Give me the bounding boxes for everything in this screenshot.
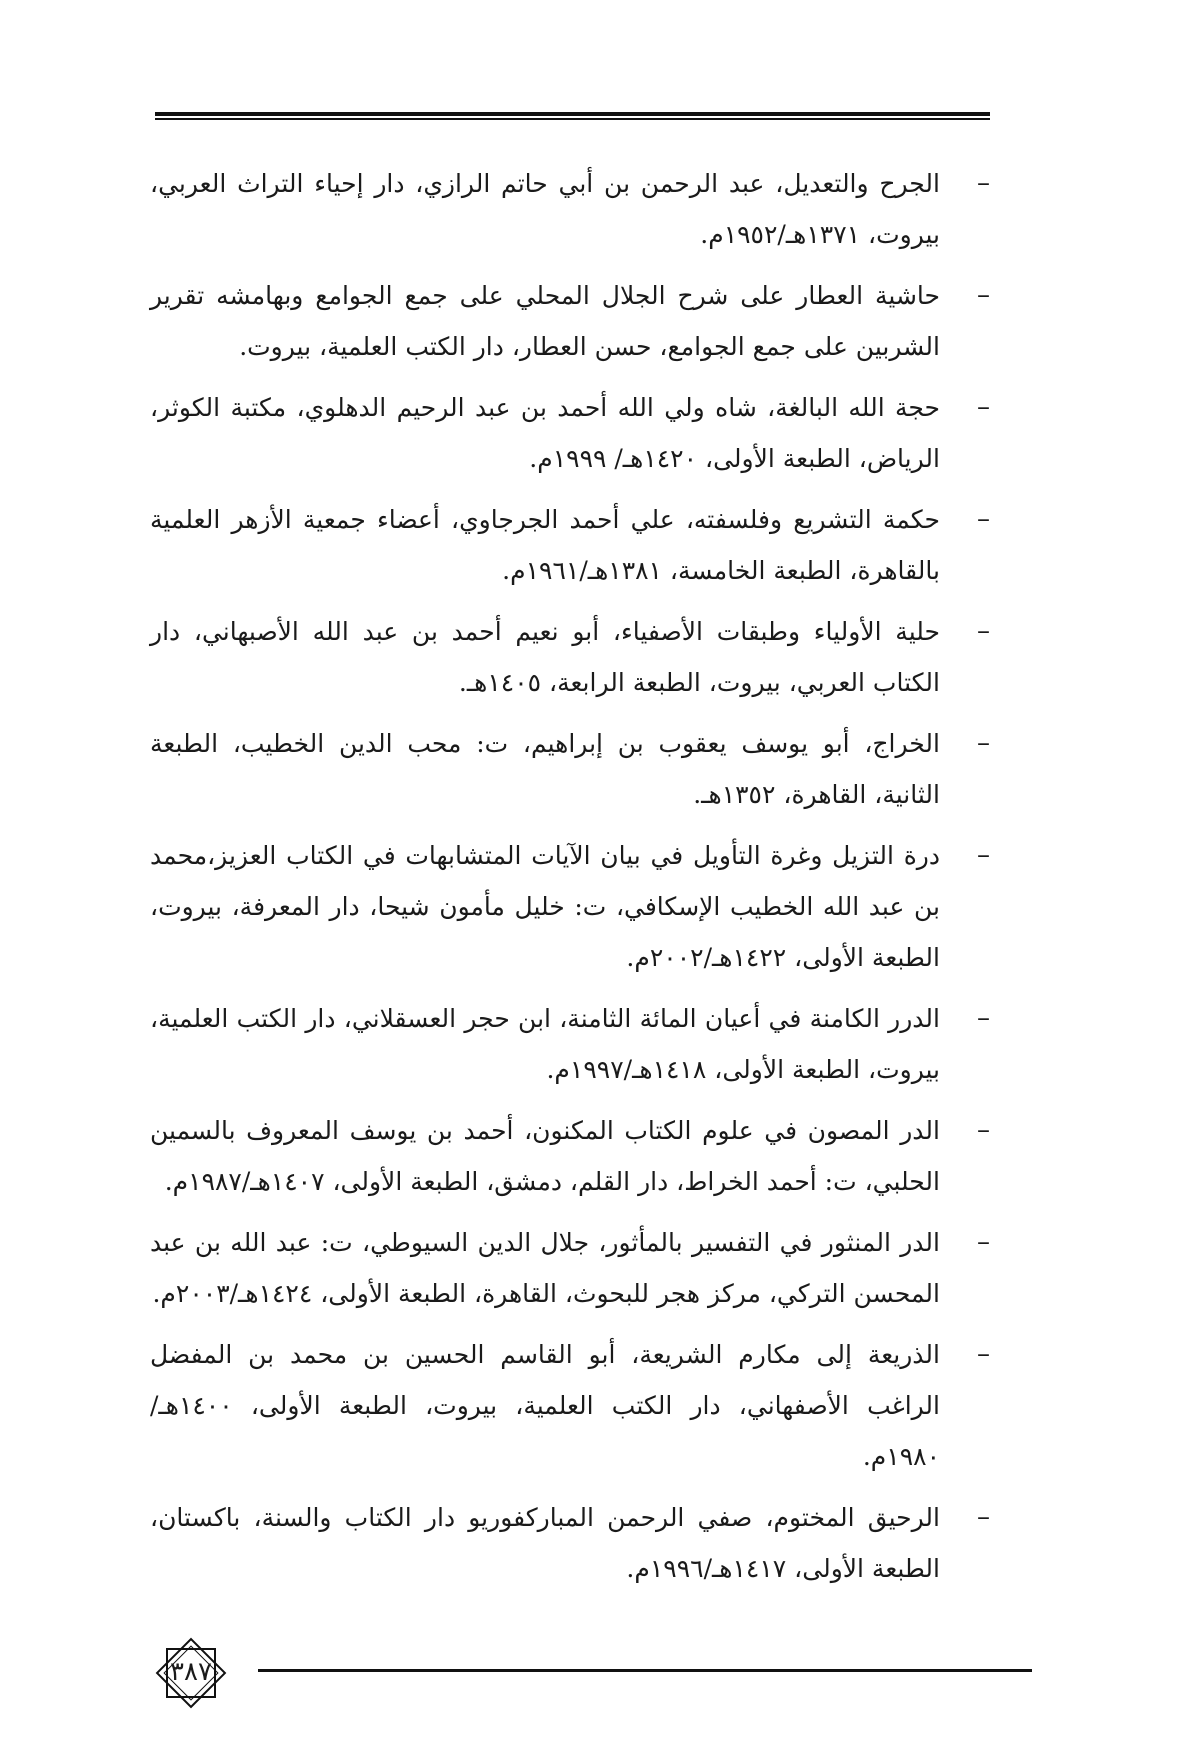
entry-text: الخراج، أبو يوسف يعقوب بن إبراهيم، ت: محب الدين الخطيب، الطبعة الثانية، القاهرة، ١٣٥٢هـ. xyxy=(150,729,940,809)
entry-dash: – xyxy=(977,1502,990,1532)
bibliography-entry xyxy=(150,718,1000,820)
bibliography-entry xyxy=(150,993,1000,1095)
bibliography-entry xyxy=(150,830,1000,983)
entry-dash: – xyxy=(977,840,990,870)
entry-text: الدر المنثور في التفسير بالمأثور، جلال الدين السيوطي، ت: عبد الله بن عبد المحسن التركي، مركز هجر للبحوث، القاهرة، الطبعة الأولى، ١٤٢٤هـ/٢٠٠٣م. xyxy=(150,1228,940,1308)
entry-dash: – xyxy=(977,728,990,758)
bibliography-entry xyxy=(150,606,1000,708)
bibliography-entry xyxy=(150,1217,1000,1319)
entry-dash: – xyxy=(977,616,990,646)
entry-dash: – xyxy=(977,1339,990,1369)
bibliography-list xyxy=(150,158,1000,1604)
page-number: ٣٨٧ xyxy=(170,1657,212,1687)
entry-text: حلية الأولياء وطبقات الأصفياء، أبو نعيم أحمد بن عبد الله الأصبهاني، دار الكتاب العربي، بيروت، الطبعة الرابعة، ١٤٠٥هـ. xyxy=(150,617,940,697)
bibliography-entry xyxy=(150,1329,1000,1482)
bibliography-entry xyxy=(150,158,1000,260)
entry-text: الجرح والتعديل، عبد الرحمن بن أبي حاتم الرازي، دار إحياء التراث العربي، بيروت، ١٣٧١هـ/١٩٥٢م. xyxy=(150,169,940,249)
entry-text: حجة الله البالغة، شاه ولي الله أحمد بن عبد الرحيم الدهلوي، مكتبة الكوثر، الرياض، الطبعة الأولى، ١٤٢٠هـ/ ١٩٩٩م. xyxy=(150,393,940,473)
entry-text: درة التزيل وغرة التأويل في بيان الآيات المتشابهات في الكتاب العزيز،محمد بن عبد الله الخطيب الإسكافي، ت: خليل مأمون شيحا، دار المعرفة، بيروت، الطبعة الأولى، ١٤٢٢هـ/٢٠٠٢م. xyxy=(150,841,940,972)
bibliography-entry xyxy=(150,1105,1000,1207)
entry-dash: – xyxy=(977,1227,990,1257)
entry-dash: – xyxy=(977,168,990,198)
entry-text: الدرر الكامنة في أعيان المائة الثامنة، ابن حجر العسقلاني، دار الكتب العلمية، بيروت، الطبعة الأولى، ١٤١٨هـ/١٩٩٧م. xyxy=(150,1004,940,1084)
entry-text: الرحيق المختوم، صفي الرحمن المباركفوريو دار الكتاب والسنة، باكستان، الطبعة الأولى، ١٤١٧هـ/١٩٩٦م. xyxy=(150,1503,940,1583)
entry-text: حاشية العطار على شرح الجلال المحلي على جمع الجوامع وبهامشه تقرير الشربين على جمع الجوامع، حسن العطار، دار الكتب العلمية، بيروت. xyxy=(150,281,940,361)
bibliography-entry xyxy=(150,382,1000,484)
header-rule xyxy=(155,112,990,120)
bibliography-entry xyxy=(150,270,1000,372)
entry-dash: – xyxy=(977,1115,990,1145)
footer-rule xyxy=(258,1669,1032,1672)
entry-dash: – xyxy=(977,504,990,534)
entry-dash: – xyxy=(977,1003,990,1033)
entry-text: حكمة التشريع وفلسفته، علي أحمد الجرجاوي، أعضاء جمعية الأزهر العلمية بالقاهرة، الطبعة الخامسة، ١٣٨١هـ/١٩٦١م. xyxy=(150,505,940,585)
entry-dash: – xyxy=(977,280,990,310)
entry-text: الدر المصون في علوم الكتاب المكنون، أحمد بن يوسف المعروف بالسمين الحلبي، ت: أحمد الخراط، دار القلم، دمشق، الطبعة الأولى، ١٤٠٧هـ/١٩٨٧م. xyxy=(150,1116,940,1196)
bibliography-entry xyxy=(150,1492,1000,1594)
entry-text: الذريعة إلى مكارم الشريعة، أبو القاسم الحسين بن محمد بن المفضل الراغب الأصفهاني، دار الكتب العلمية، بيروت، الطبعة الأولى، ١٤٠٠هـ/ ١٩٨٠م. xyxy=(150,1340,940,1471)
entry-dash: – xyxy=(977,392,990,422)
bibliography-entry xyxy=(150,494,1000,596)
